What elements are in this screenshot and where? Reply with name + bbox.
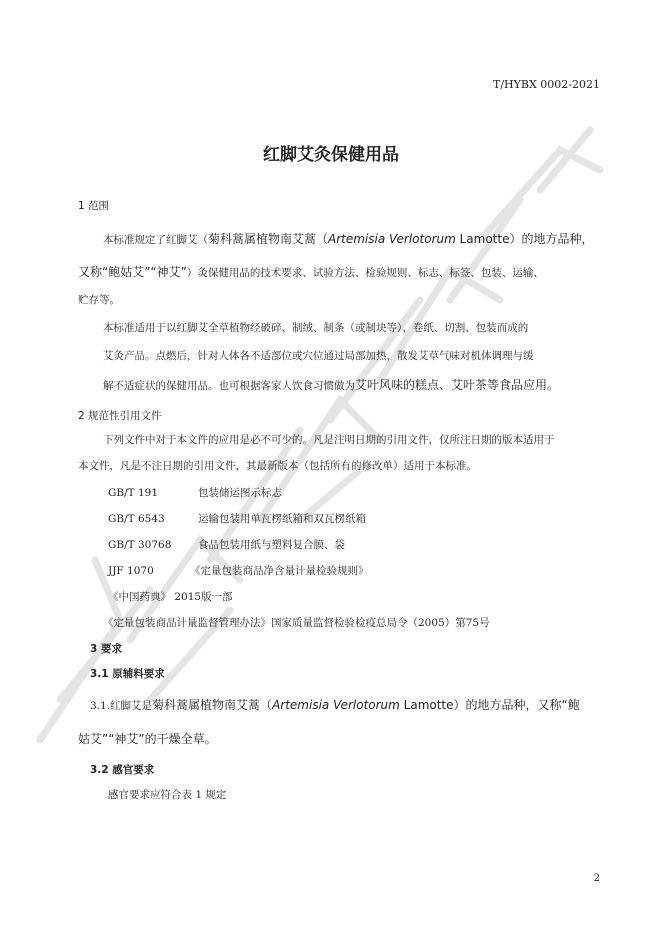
references-intro-line-2: 本文件，凡是不注日期的引用文件，其最新版本（包括所有的修改单）适用于本标准。 — [78, 460, 477, 472]
latin-name: Artemisia Verlotorum — [328, 232, 456, 246]
reference-pharmacopoeia: 《中国药典》 2015版一部 — [108, 591, 233, 603]
reference-name: 包装储运图示标志 — [198, 487, 282, 499]
section-3-2-text: 感官要求应符合表 1 规定 — [108, 789, 227, 801]
reference-code: GB/T 6543 — [108, 513, 165, 525]
reference-code: GB/T 30768 — [108, 539, 172, 551]
reference-name: 《定量包装商品净含量计量检验规则》 — [190, 565, 369, 577]
scope-paragraph-1-line-2 — [78, 263, 544, 280]
page-number: 2 — [593, 873, 600, 884]
text-run: 菊科蒿属植物南艾蒿（ — [208, 232, 329, 246]
text-run: 3.1.红脚艾是 — [90, 700, 153, 712]
scope-paragraph-1-line-1 — [103, 230, 593, 247]
section-3-1-1-line-1 — [90, 696, 580, 713]
text-run: 艾叶风味的糕点、艾叶茶等食品应用。 — [355, 378, 560, 392]
scope-paragraph-1-line-3: 贮存等。 — [78, 294, 120, 306]
section-3-2-heading: 3.2 感官要求 — [90, 764, 155, 776]
reference-regulation: 《定量包装商品计量监督管理办法》国家质量监督检验检疫总局令（2005）第75号 — [103, 617, 490, 629]
section-3-heading: 3 要求 — [90, 643, 122, 655]
text-run: 本标准规定了红脚艾（ — [103, 234, 208, 246]
reference-item — [108, 485, 282, 500]
text-run: Lamotte）的地方品种，又称“鲍 — [399, 698, 580, 712]
section-1-heading: 1 范围 — [78, 200, 110, 212]
reference-name: 运输包装用单瓦楞纸箱和双瓦楞纸箱 — [198, 513, 366, 525]
reference-code: GB/T 191 — [108, 487, 159, 499]
section-2-heading: 2 规范性引用文件 — [78, 410, 162, 422]
reference-code: JJF 1070 — [108, 565, 154, 577]
text-run: 菊科蒿属植物南艾蒿（ — [152, 698, 273, 712]
references-intro-line-1: 下列文件中对于本文件的应用是必不可少的。凡是注明日期的引用文件，仅所注日期的版本适用于 — [103, 434, 555, 446]
reference-name: 食品包装用纸与塑料复合膜、袋 — [198, 539, 345, 551]
text-run: 解不适症状的保健用品。也可根据客家人饮食习惯做为 — [103, 380, 355, 392]
scope-paragraph-2-line-1: 本标准适用于以红脚艾全草植物经破碎、制绒、制条（或制块等）、卷纸、切割、包装而成的 — [103, 322, 529, 334]
text-run: Lamotte）的地方品种， — [455, 232, 594, 246]
reference-item — [108, 537, 345, 552]
scope-paragraph-2-line-2: 艾灸产品。点燃后，针对人体各不适部位或穴位通过局部加热，散发艾草气味对机体调理与缓 — [103, 350, 534, 362]
section-3-1-1-line-2: 姑艾”“神艾”的干燥全草。 — [78, 732, 217, 746]
standard-code: T/HYBX 0002-2021 — [492, 78, 600, 91]
reference-item — [108, 563, 369, 578]
text-run: 又称“鲍姑艾”“神艾” — [78, 265, 187, 279]
document-title: 红脚艾灸保健用品 — [263, 145, 399, 165]
scope-paragraph-2-line-3 — [103, 376, 559, 393]
latin-name: Artemisia Verlotorum — [272, 698, 400, 712]
reference-item — [108, 511, 366, 526]
text-run: ）灸保健用品的技术要求、试验方法、检验规则、标志、标签、包装、运输、 — [186, 267, 544, 279]
section-3-1-heading: 3.1 原辅料要求 — [90, 668, 165, 680]
